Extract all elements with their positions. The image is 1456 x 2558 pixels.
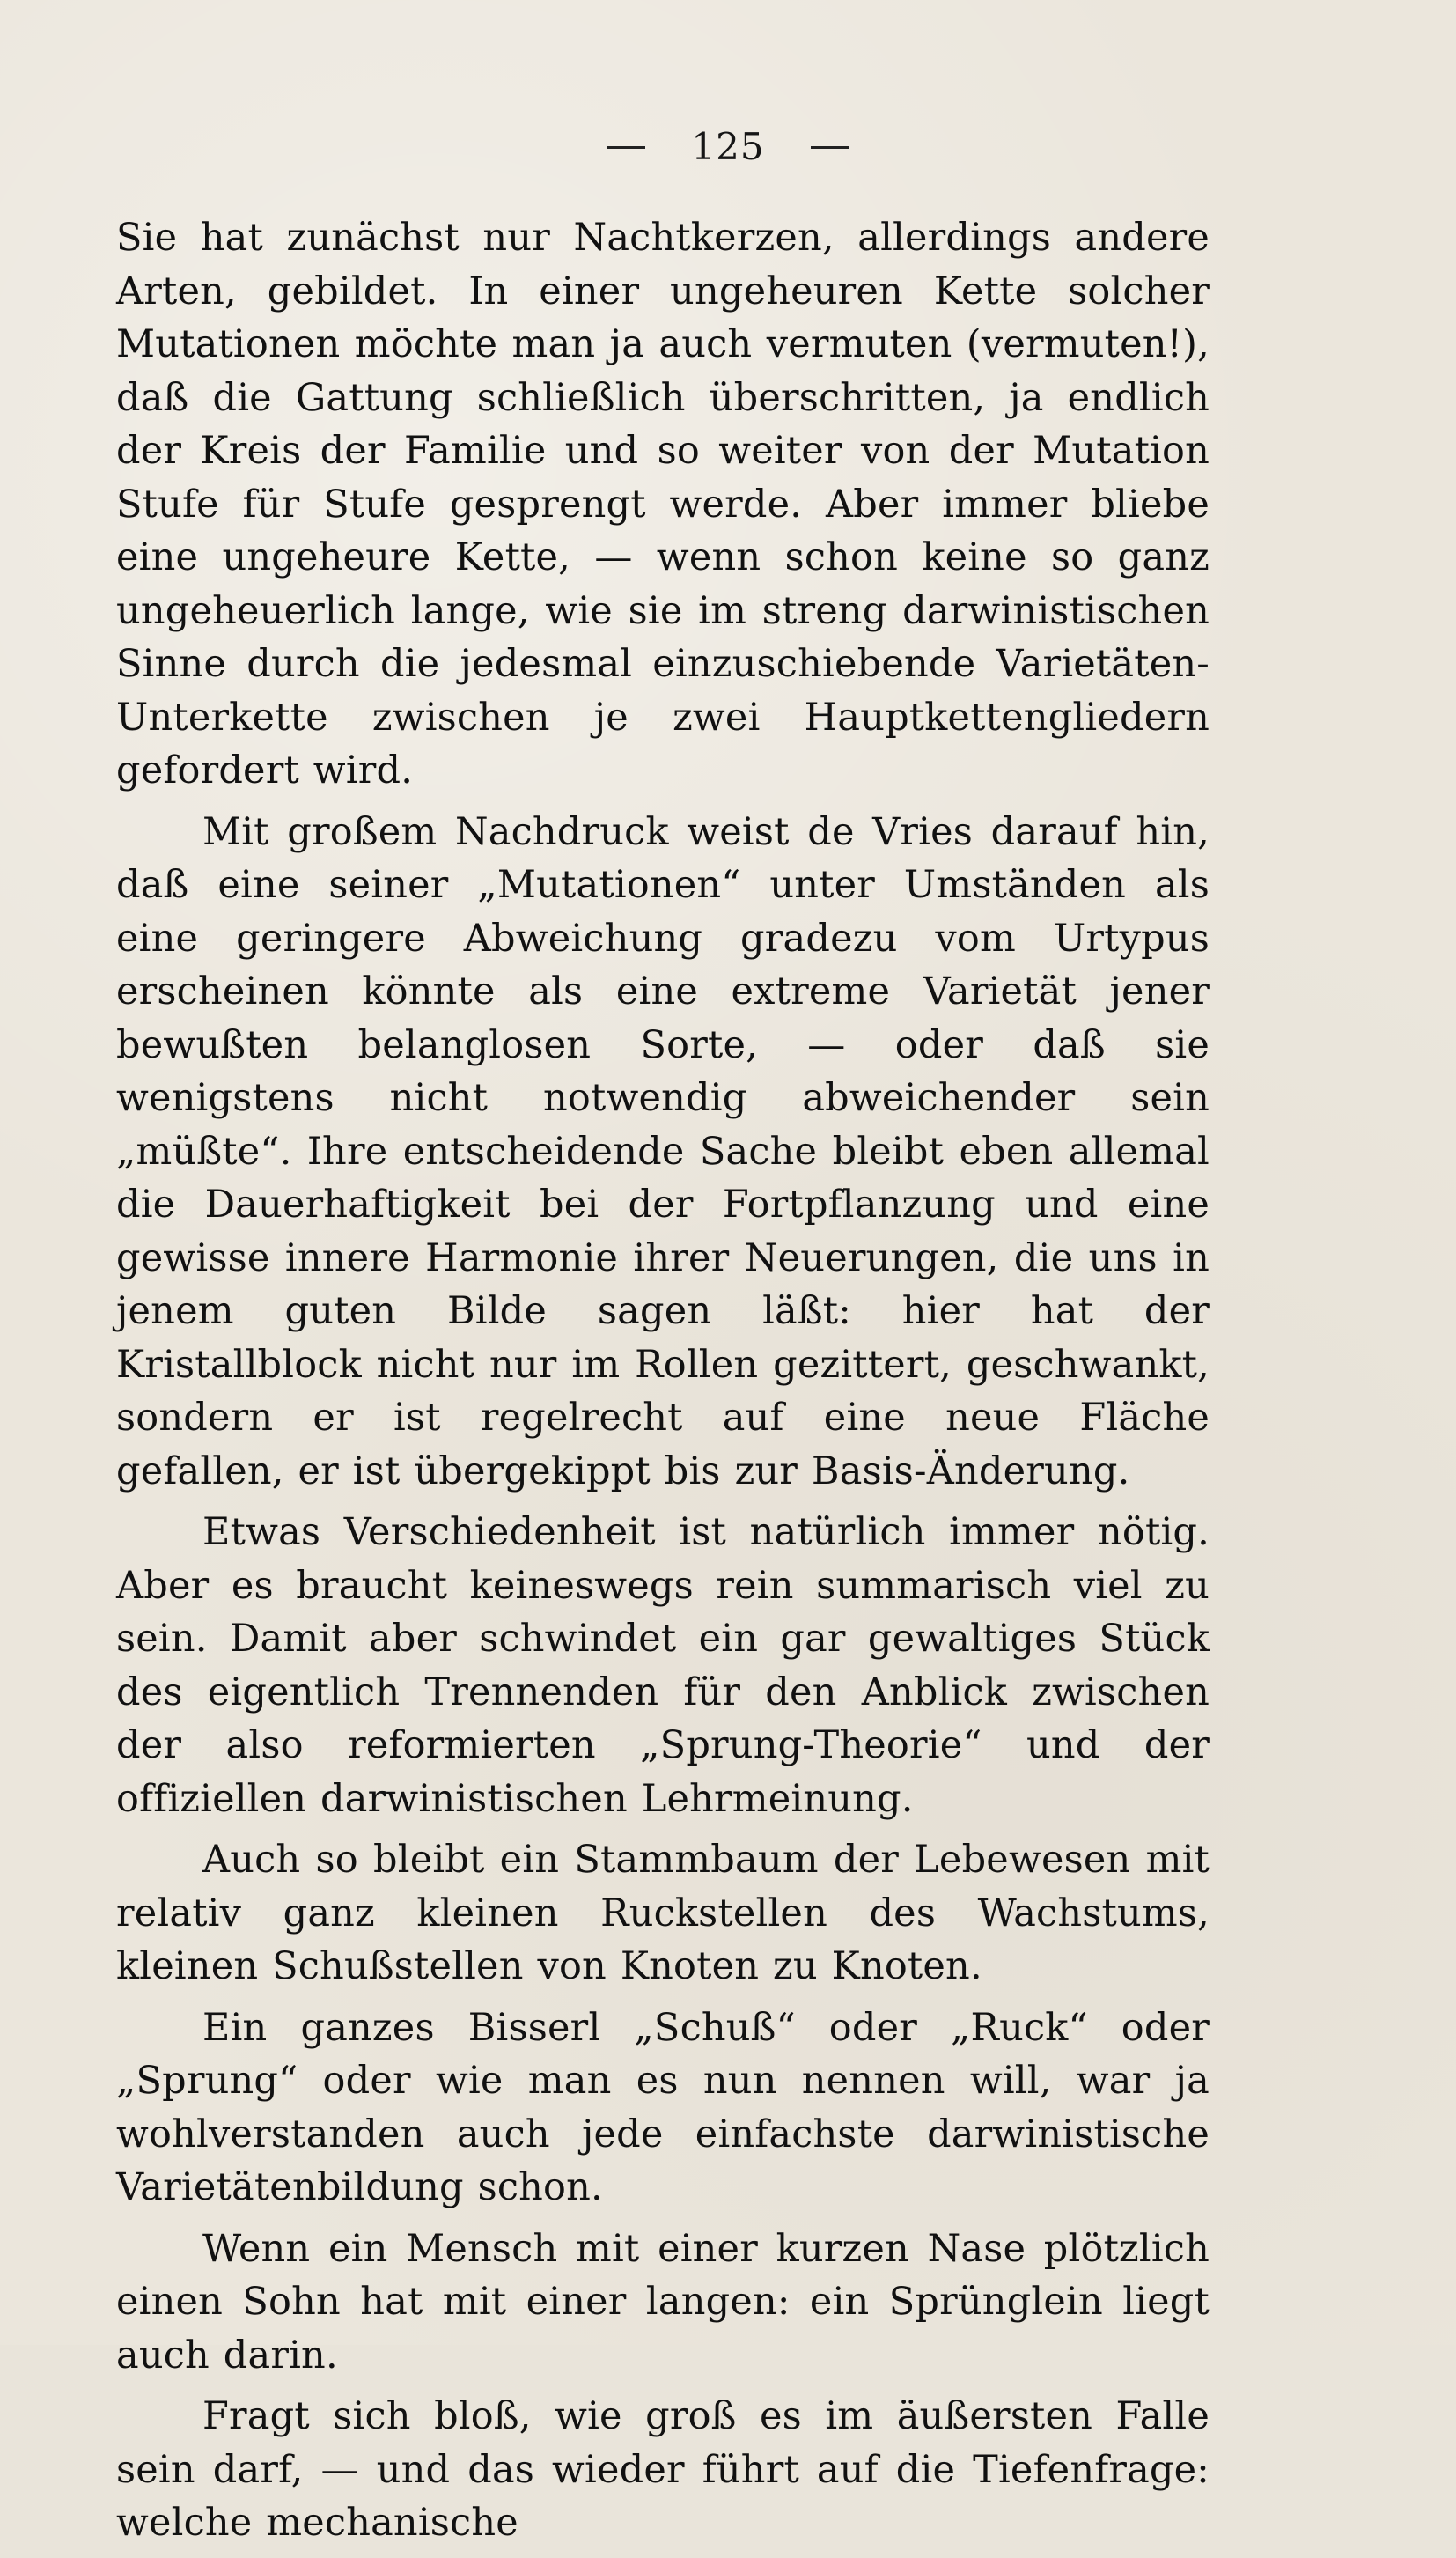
header-left-dash (607, 146, 645, 149)
page-header (0, 125, 1456, 168)
page-number: 125 (691, 125, 765, 168)
paragraph-2: Mit großem Nachdruck weist de Vries darauf hin, daß eine seiner „Mutationen“ unter Umständen als eine geringere Abweichung gradezu vom Urtypus erscheinen könnte als eine extreme Varietät jener bewußten belanglosen Sorte, — oder daß sie wenigstens nicht notwendig abweichender sein „müßte“. Ihre entscheidende Sache bleibt eben allemal die Dauerhaftigkeit bei der Fortpflanzung und eine gewisse innere Harmonie ihrer Neuerungen, die uns in jenem guten Bilde sagen läßt: hier hat der Kristallblock nicht nur im Rollen gezittert, geschwankt, sondern er ist regelrecht auf eine neue Fläche gefallen, er ist übergekippt bis zur Basis-Änderung. (116, 809, 1210, 1493)
paragraph-1: Sie hat zunächst nur Nachtkerzen, allerdings andere Arten, gebildet. In einer ungeheuren Kette solcher Mutationen möchte man ja auch vermuten (vermuten!), daß die Gattung schließlich überschritten, ja endlich der Kreis der Familie und so weiter von der Mutation Stufe für Stufe gesprengt werde. Aber immer bliebe eine ungeheure Kette, — wenn schon keine so ganz ungeheuerlich lange, wie sie im streng darwinistischen Sinne durch die jedesmal einzuschiebende Varietäten-Unterkette zwischen je zwei Hauptkettengliedern gefordert wird. (116, 216, 1210, 792)
paragraph-4: Auch so bleibt ein Stammbaum der Lebewesen mit relativ ganz kleinen Ruckstellen des Wachstums, kleinen Schußstellen von Knoten zu Knoten. (116, 1838, 1210, 1988)
paragraph-3: Etwas Verschiedenheit ist natürlich immer nötig. Aber es braucht keineswegs rein summarisch viel zu sein. Damit aber schwindet ein gar gewaltiges Stück des eigentlich Trennenden für den Anblick zwischen der also reformierten „Sprung-Theorie“ und der offiziellen darwinistischen Lehrmeinung. (116, 1510, 1210, 1821)
header-right-dash (811, 146, 849, 149)
body-text (116, 211, 1210, 2558)
paragraph-5: Ein ganzes Bisserl „Schuß“ oder „Ruck“ oder „Sprung“ oder wie man es nun nennen will, war ja wohlverstanden auch jede einfachste darwinistische Varietätenbildung schon. (116, 2005, 1210, 2209)
paragraph-7: Fragt sich bloß, wie groß es im äußersten Falle sein darf, — und das wieder führt auf die Tiefenfrage: welche mechanische (116, 2394, 1210, 2545)
paragraph-6: Wenn ein Mensch mit einer kurzen Nase plötzlich einen Sohn hat mit einer langen: ein Sprünglein liegt auch darin. (116, 2226, 1210, 2377)
